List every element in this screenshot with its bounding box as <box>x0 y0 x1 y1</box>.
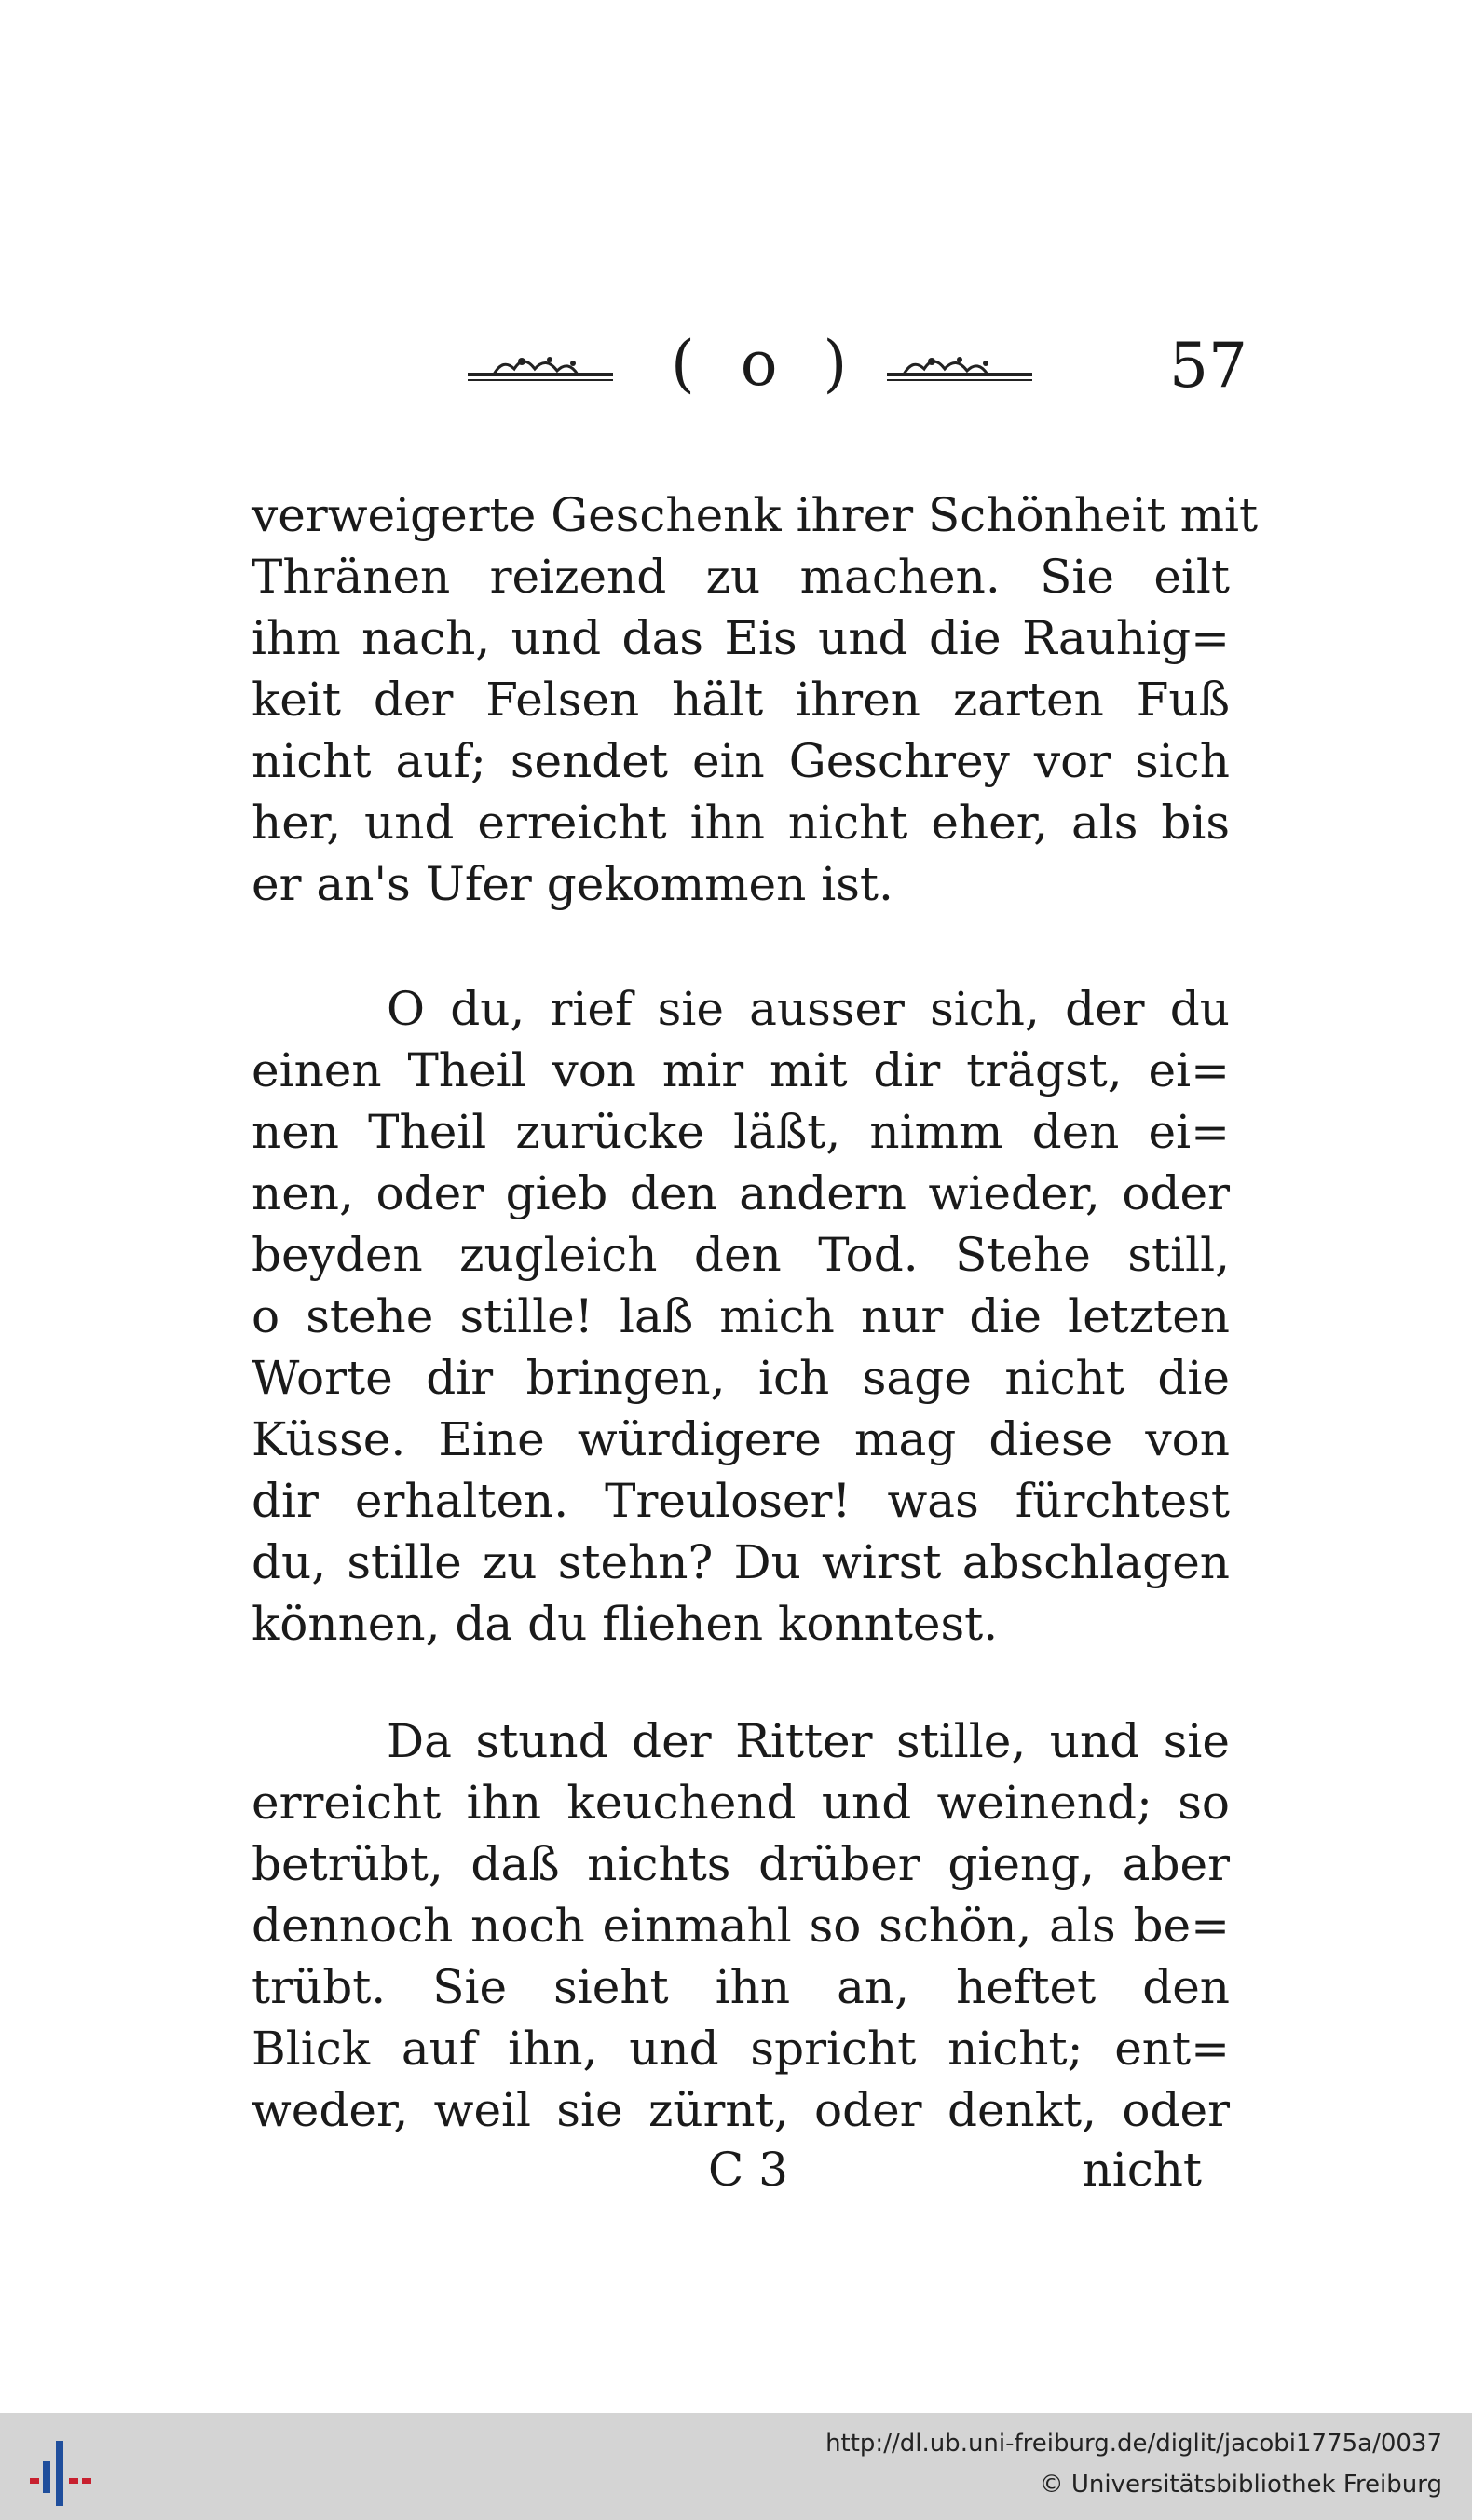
text-line: nen Theil zurücke läßt, nimm den ei= <box>252 1105 1230 1159</box>
text-line: O du, rief sie ausser sich, der du <box>387 982 1230 1036</box>
text-line: einen Theil von mir mit dir trägst, ei= <box>252 1043 1230 1097</box>
text-line: keit der Felsen hält ihren zarten Fuß <box>252 673 1230 727</box>
text-line: erreicht ihn keuchend und weinend; so <box>252 1776 1230 1830</box>
catchline <box>252 2139 1202 2200</box>
ornament-left-icon <box>466 348 615 386</box>
text-line: ihm nach, und das Eis und die Rauhig= <box>252 611 1230 665</box>
ornament-right-icon <box>885 348 1034 386</box>
paragraph-1 <box>252 484 1259 915</box>
copyright-notice: © Universitätsbibliothek Freiburg <box>1039 2471 1442 2499</box>
text-line: weder, weil sie zürnt, oder denkt, oder <box>252 2083 1230 2137</box>
text-line: Blick auf ihn, und spricht nicht; ent= <box>252 2022 1230 2076</box>
catchword: nicht <box>1082 2143 1202 2197</box>
text-line: beyden zugleich den Tod. Stehe still, <box>252 1228 1230 1282</box>
text-line: er an's Ufer gekommen ist. <box>252 857 893 911</box>
text-line: dir erhalten. Treuloser! was fürchtest <box>252 1474 1230 1528</box>
text-line: Worte dir bringen, ich sage nicht die <box>252 1351 1230 1405</box>
text-line: Thränen reizend zu machen. Sie eilt <box>252 550 1230 604</box>
header-signature-mark: ( o ) <box>671 328 861 400</box>
text-line: können, da du fliehen konntest. <box>252 1597 999 1651</box>
text-line: nen, oder gieb den andern wieder, oder <box>252 1166 1230 1220</box>
text-line: verweigerte Geschenk ihrer Schönheit mit <box>252 488 1259 542</box>
text-line: Da stund der Ritter stille, und sie <box>387 1714 1230 1768</box>
text-line: her, und erreicht ihn nicht eher, als bis <box>252 796 1230 850</box>
permalink-url[interactable]: http://dl.ub.uni-freiburg.de/diglit/jacobi1775a/0037 <box>825 2430 1442 2458</box>
ub-freiburg-logo-icon <box>28 2441 93 2506</box>
paragraph-3 <box>252 1710 1230 2141</box>
text-line: betrübt, daß nichts drüber gieng, aber <box>252 1837 1230 1891</box>
text-line: du, stille zu stehn? Du wirst abschlagen <box>252 1535 1230 1589</box>
text-line: dennoch noch einmahl so schön, als be= <box>252 1899 1230 1953</box>
paragraph-2 <box>252 978 1230 1655</box>
text-line: trübt. Sie sieht ihn an, heftet den <box>252 1960 1230 2014</box>
page-number: 57 <box>1169 330 1247 402</box>
viewer-footer <box>0 2413 1472 2520</box>
page-header <box>457 328 1247 412</box>
printer-signature: C 3 <box>708 2143 788 2197</box>
text-line: o stehe stille! laß mich nur die letzten <box>252 1289 1230 1343</box>
text-line: Küsse. Eine würdigere mag diese von <box>252 1412 1230 1466</box>
text-line: nicht auf; sendet ein Geschrey vor sich <box>252 734 1230 788</box>
